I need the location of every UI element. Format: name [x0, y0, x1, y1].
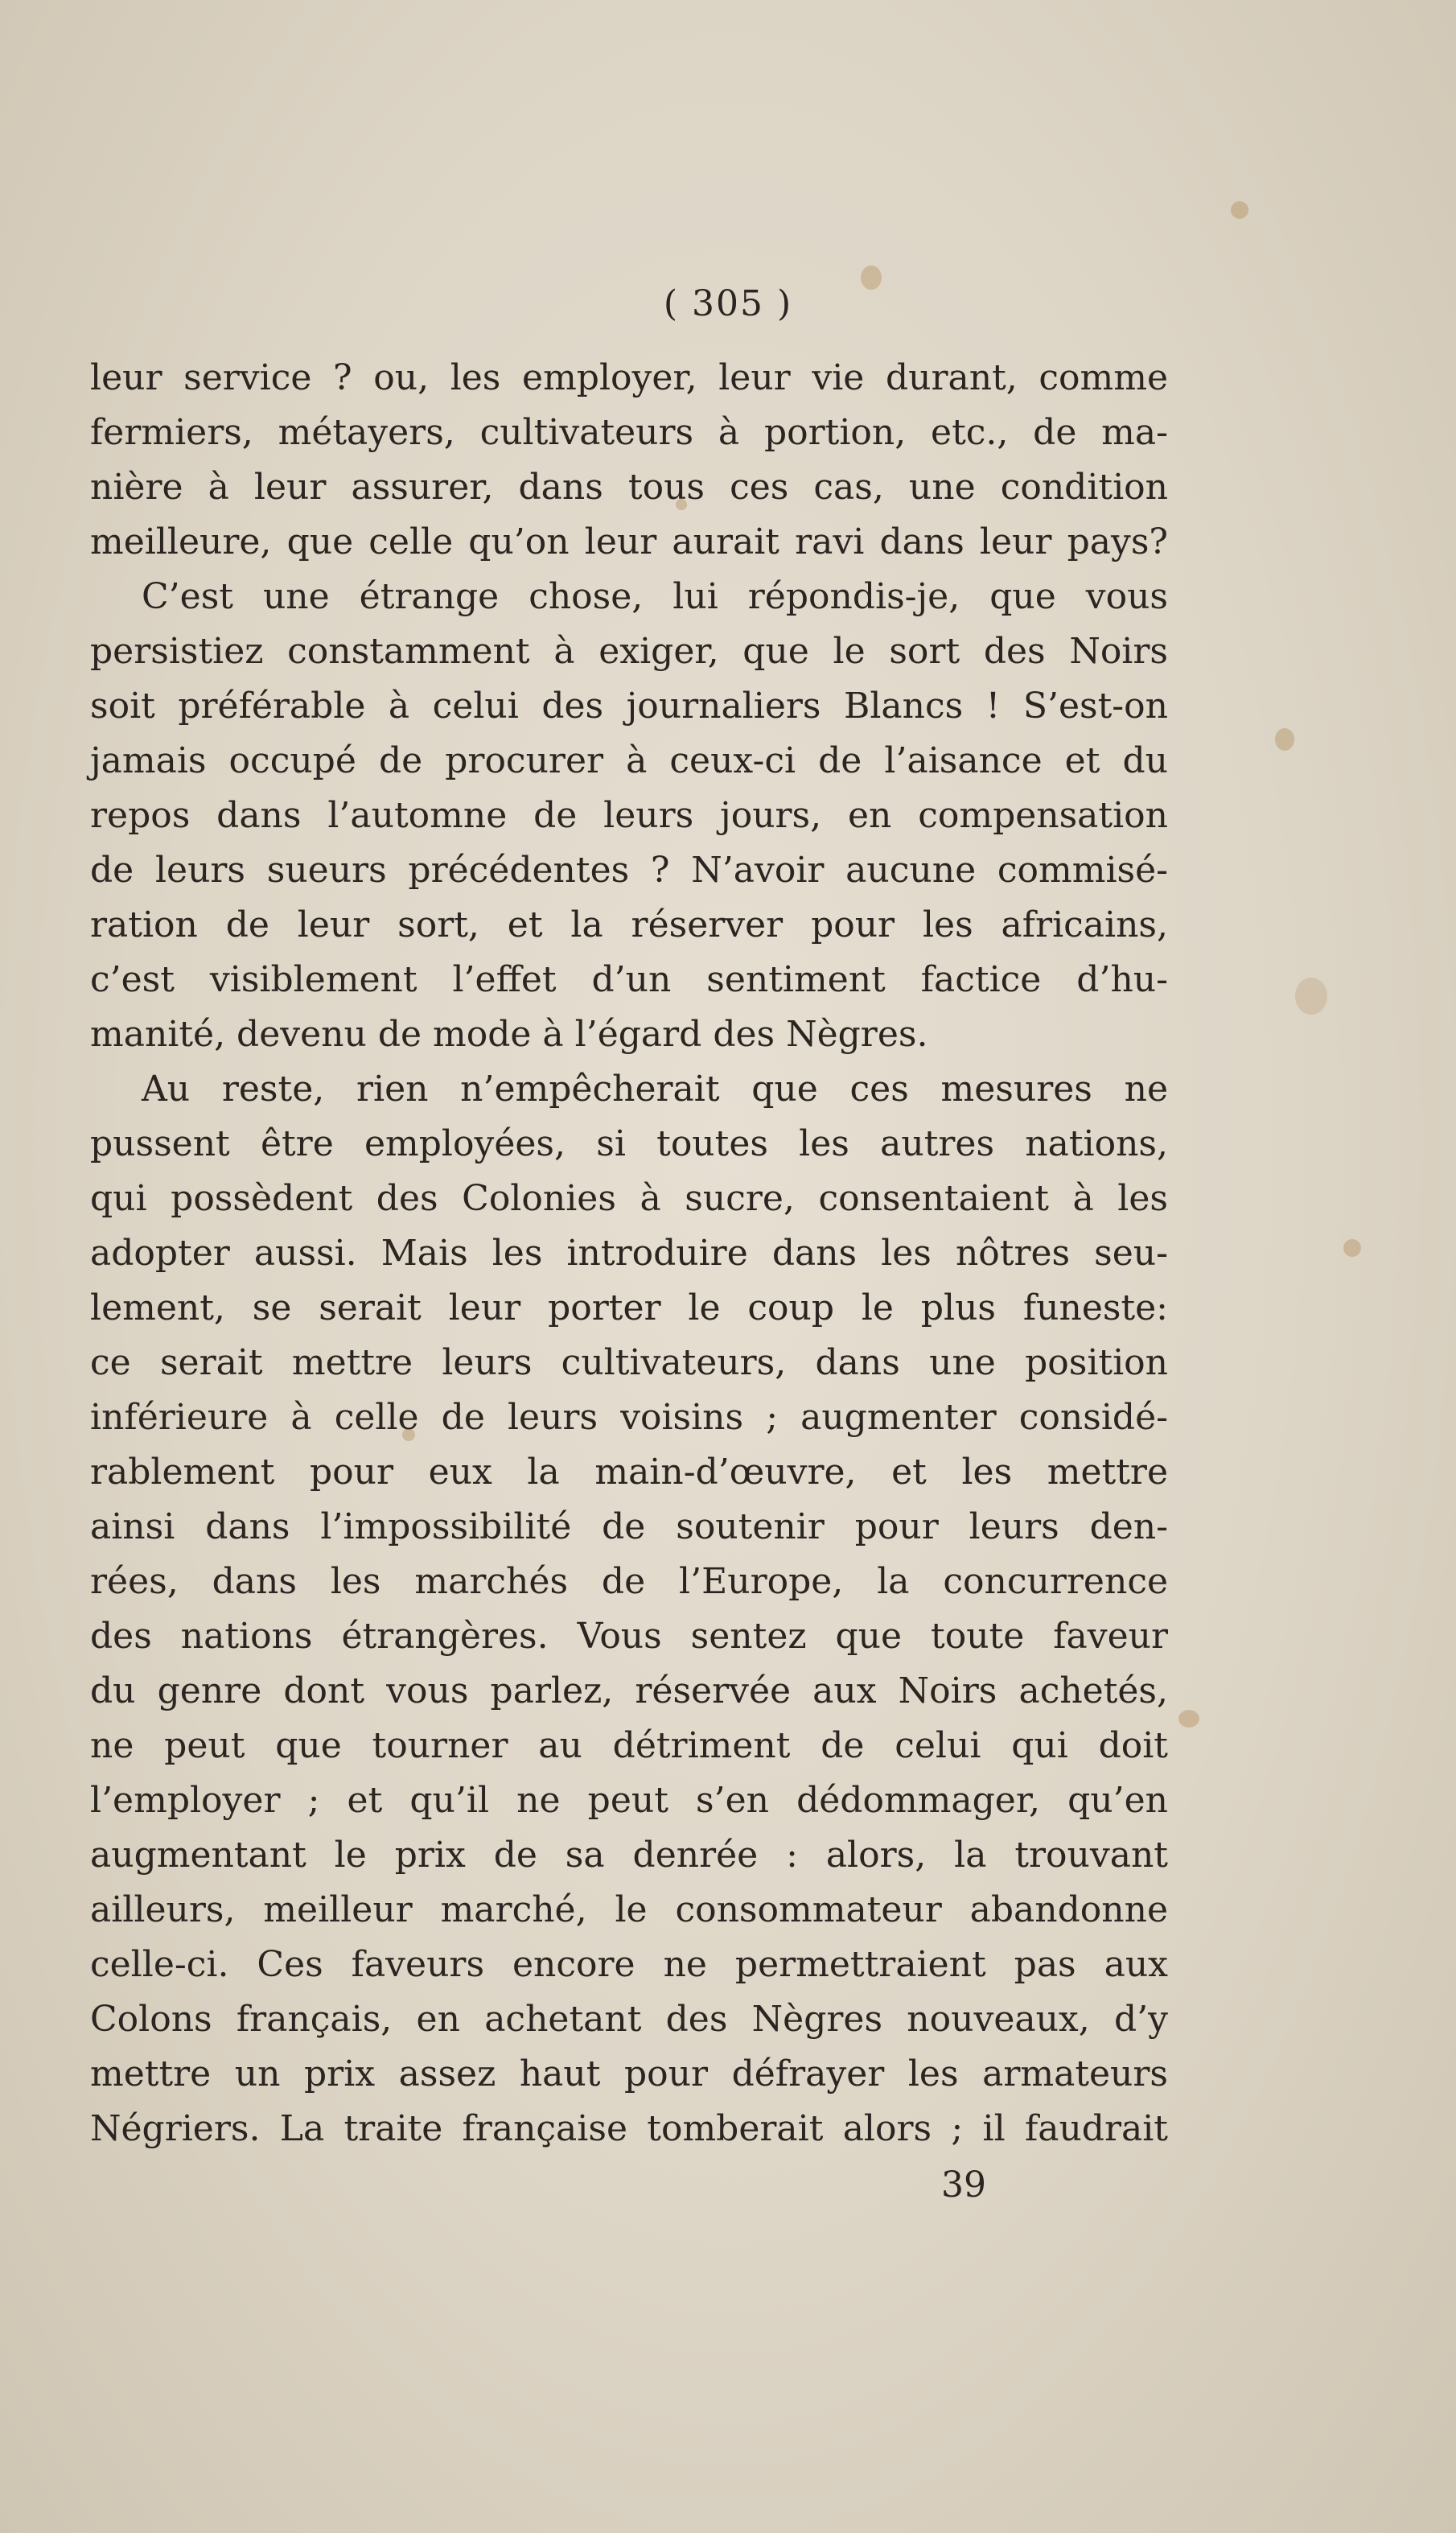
signature-mark: 39	[941, 2164, 986, 2206]
text-line: de leurs sueurs précédentes ? N’avoir aucune commisé-	[90, 850, 1168, 891]
text-line: persistiez constamment à exiger, que le sort des Noirs	[90, 631, 1168, 672]
text-line: ce serait mettre leurs cultivateurs, dans une position	[90, 1342, 1168, 1383]
text-line: C’est une étrange chose, lui répondis-je, que vous	[142, 576, 1168, 617]
text-line: Colons français, en achetant des Nègres nouveaux, d’y	[90, 1999, 1168, 2040]
text-line: l’employer ; et qu’il ne peut s’en dédommager, qu’en	[90, 1780, 1168, 1821]
text-line: Négriers. La traite française tomberait alors ; il faudrait	[90, 2108, 1168, 2149]
text-line: ne peut que tourner au détriment de celui qui doit	[90, 1725, 1168, 1766]
text-line: des nations étrangères. Vous sentez que toute faveur	[90, 1616, 1168, 1657]
text-line: ailleurs, meilleur marché, le consommateur abandonne	[90, 1889, 1168, 1930]
text-line: augmentant le prix de sa denrée : alors, la trouvant	[90, 1835, 1168, 1876]
foxing-spot	[1178, 1710, 1199, 1728]
text-line: ration de leur sort, et la réserver pour les africains,	[90, 904, 1168, 945]
foxing-spot	[1295, 978, 1327, 1015]
text-line: inférieure à celle de leurs voisins ; augmenter considé-	[90, 1397, 1168, 1438]
text-line: nière à leur assurer, dans tous ces cas, une condition	[90, 467, 1168, 508]
text-line: soit préférable à celui des journaliers Blancs ! S’est-on	[90, 686, 1168, 727]
text-line: adopter aussi. Mais les introduire dans les nôtres seu-	[90, 1233, 1168, 1274]
foxing-spot	[1343, 1239, 1361, 1257]
text-line: c’est visiblement l’effet d’un sentiment factice d’hu-	[90, 959, 1168, 1000]
text-line: pussent être employées, si toutes les autres nations,	[90, 1123, 1168, 1164]
text-line: lement, se serait leur porter le coup le plus funeste:	[90, 1287, 1168, 1328]
text-line: qui possèdent des Colonies à sucre, consentaient à les	[90, 1178, 1168, 1219]
foxing-spot	[1231, 201, 1248, 219]
text-line: manité, devenu de mode à l’égard des Nègres.	[90, 1014, 928, 1055]
text-line: jamais occupé de procurer à ceux-ci de l’aisance et du	[90, 740, 1168, 781]
text-line: celle-ci. Ces faveurs encore ne permettraient pas aux	[90, 1944, 1168, 1985]
text-line: mettre un prix assez haut pour défrayer les armateurs	[90, 2053, 1168, 2094]
text-line: Au reste, rien n’empêcherait que ces mesures ne	[142, 1069, 1168, 1110]
text-line: rées, dans les marchés de l’Europe, la concurrence	[90, 1561, 1168, 1602]
text-line: du genre dont vous parlez, réservée aux Noirs achetés,	[90, 1670, 1168, 1711]
text-line: repos dans l’automne de leurs jours, en compensation	[90, 795, 1168, 836]
body-text	[90, 351, 1168, 2156]
text-line: ainsi dans l’impossibilité de soutenir pour leurs den-	[90, 1506, 1168, 1547]
page-number-header: ( 305 )	[663, 283, 793, 324]
text-line: meilleure, que celle qu’on leur aurait ravi dans leur pays?	[90, 521, 1168, 562]
text-line: leur service ? ou, les employer, leur vie durant, comme	[90, 357, 1168, 398]
text-line: fermiers, métayers, cultivateurs à portion, etc., de ma-	[90, 412, 1168, 453]
text-line: rablement pour eux la main-d’œuvre, et les mettre	[90, 1452, 1168, 1493]
foxing-spot	[1275, 728, 1294, 751]
